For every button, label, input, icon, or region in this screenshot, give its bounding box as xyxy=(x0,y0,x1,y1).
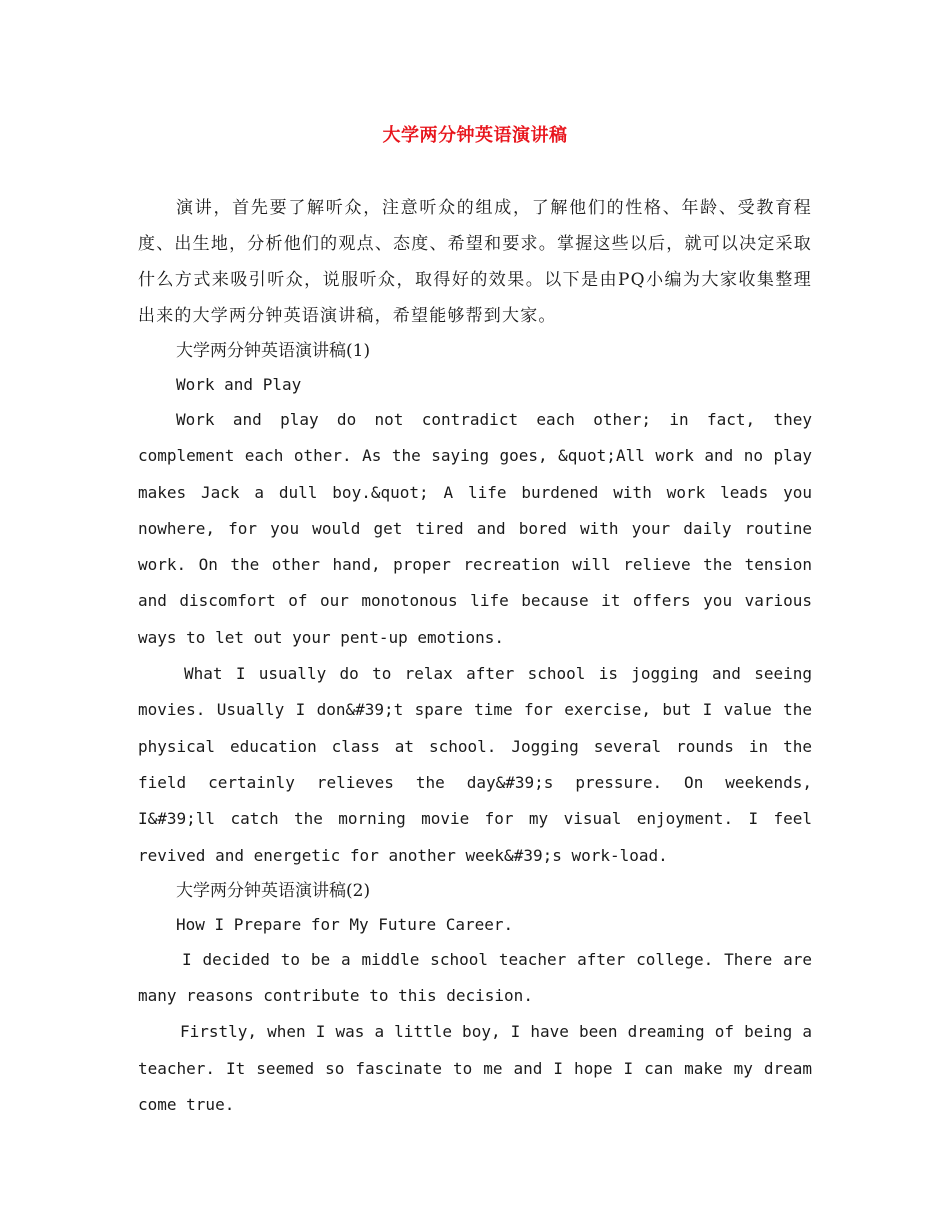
section-2-paragraph-2: Firstly, when I was a little boy, I have been dreaming of being a teacher. It seemed so fascinate to me and I hope I can make my dream come true. xyxy=(138,1022,812,1115)
section-2-title: How I Prepare for My Future Career. xyxy=(176,914,514,934)
section-2-heading: 大学两分钟英语演讲稿(2) xyxy=(176,880,371,901)
section-1-paragraph-1: Work and play do not contradict each other; in fact, they complement each other. As the saying goes, &quot;All work and no play makes Jack a dull boy.&quot; A life burdened with work leads you nowhere, for you would get tired and bored with your daily routine work. On the other hand, proper recreation will relieve the tension and discomfort of our monotonous life because it offers you various ways to let out your pent-up emotions. xyxy=(138,410,812,647)
section-1-title: Work and Play xyxy=(176,375,302,394)
document-body xyxy=(138,190,812,1123)
document-title: 大学两分钟英语演讲稿 xyxy=(382,125,568,146)
section-1-heading: 大学两分钟英语演讲稿(1) xyxy=(176,341,371,361)
section-1-paragraph-2: What I usually do to relax after school is jogging and seeing movies. Usually I don&#39;t spare time for exercise, but I value the physical education class at school. Jogging several rounds in the field certainly relieves the day&#39;s pressure. On weekends, I&#39;ll catch the morning movie for my visual enjoyment. I feel revived and energetic for another week&#39;s work-load. xyxy=(138,664,812,865)
section-2-paragraph-1: I decided to be a middle school teacher after college. There are many reasons contribute to this decision. xyxy=(138,949,812,1006)
intro-paragraph: 演讲，首先要了解听众，注意听众的组成，了解他们的性格、年龄、受教育程度、出生地，分析他们的观点、态度、希望和要求。掌握这些以后，就可以决定采取什么方式来吸引听众，说服听众，取得好的效果。以下是由PQ小编为大家收集整理出来的大学两分钟英语演讲稿，希望能够帮到大家。 xyxy=(138,198,812,326)
